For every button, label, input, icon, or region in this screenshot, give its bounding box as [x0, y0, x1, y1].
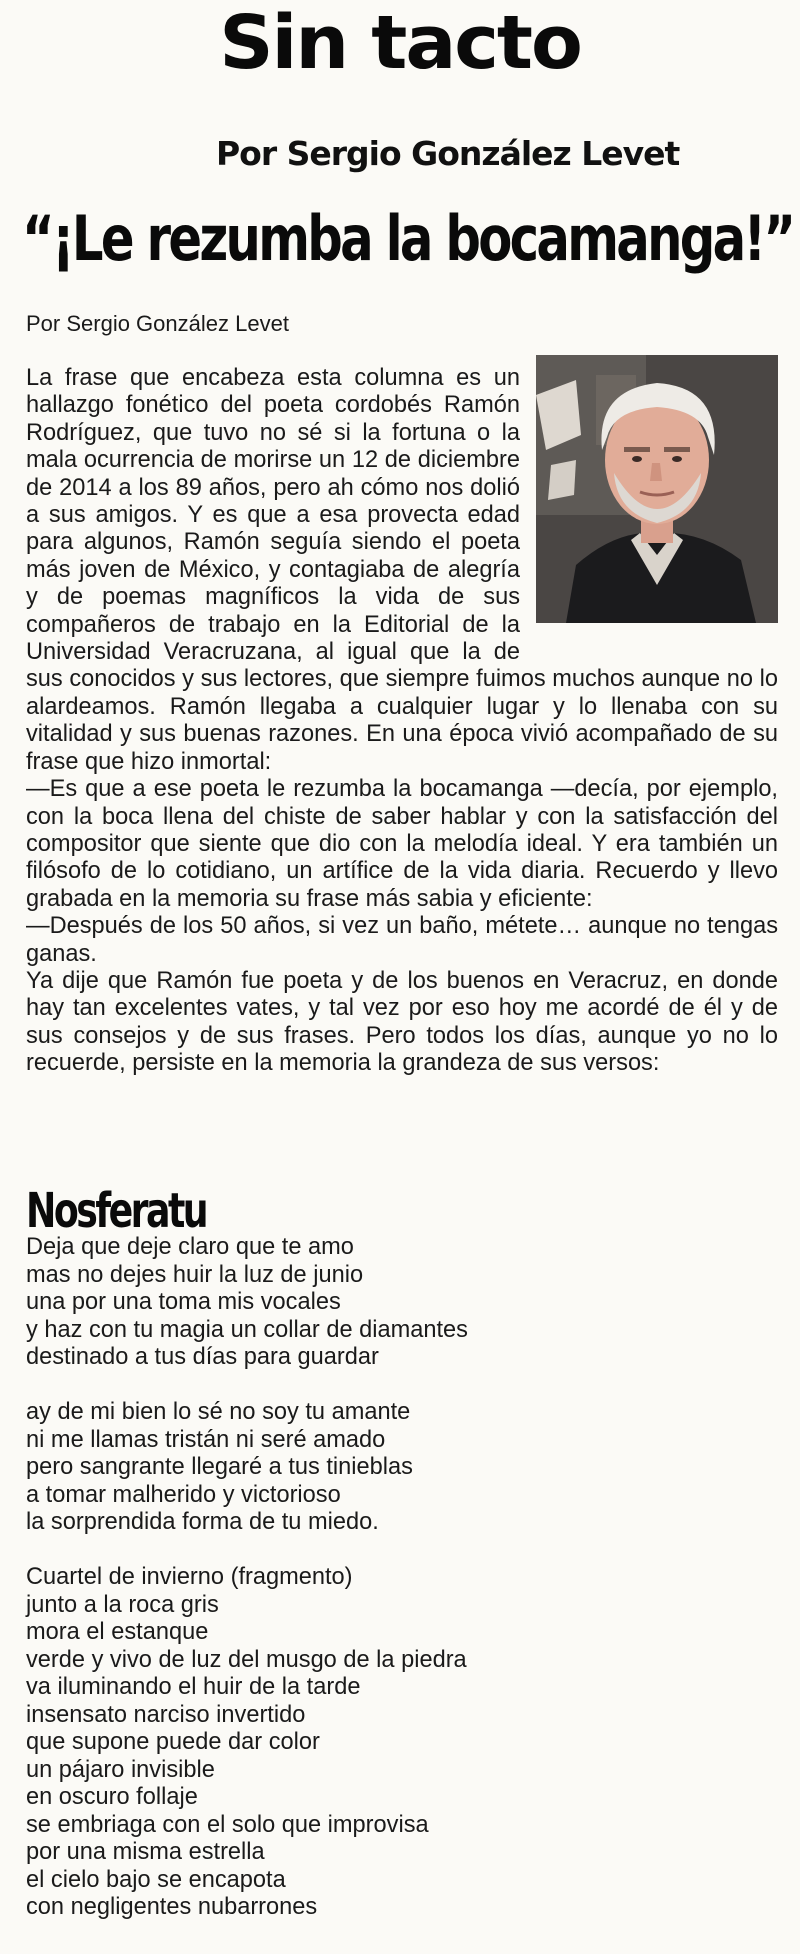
poem-verse: va iluminando el huir de la tarde	[26, 1674, 361, 1700]
poem-verse: en oscuro follaje	[26, 1784, 198, 1810]
poem-stanza	[26, 1564, 468, 1922]
article-headline: “¡Le rezumba la bocamanga!”	[22, 202, 794, 275]
poem-verse: que supone puede dar color	[26, 1729, 320, 1755]
column-title: Sin tacto	[219, 0, 581, 86]
poem-verse: pero sangrante llegaré a tus tinieblas	[26, 1454, 413, 1480]
article-paragraph: Ya dije que Ramón fue poeta y de los buenos en Veracruz, en donde hay tan excelentes vates, y tal vez por eso hoy me acordé de él y de sus consejos y de sus frases. Pero todos los días, aunque yo no lo recuerde, persiste en la memoria la grandeza de sus versos:	[26, 967, 778, 1077]
poem-title: Nosferatu	[26, 1183, 207, 1239]
article-paragraph: —Después de los 50 años, si vez un baño, métete… aunque no tengas ganas.	[26, 913, 778, 967]
article-paragraph: —Es que a ese poeta le rezumba la bocamanga —decía, por ejemplo, con la boca llena del chiste de saber hablar y con la satisfacción del compositor que siente que dio con la melodía ideal. Y era también un filósofo de lo cotidiano, un artífice de la vida diaria. Recuerdo y llevo grabada en la memoria su frase más sabia y eficiente:	[26, 776, 778, 912]
poem-verse: y haz con tu magia un collar de diamantes	[26, 1316, 468, 1343]
poem-verse: por una misma estrella	[26, 1839, 265, 1865]
poem-verse: con negligentes nubarrones	[26, 1894, 318, 1920]
poem-stanza	[26, 1399, 468, 1537]
article-author: Por Sergio González Levet	[26, 311, 289, 336]
article-body	[26, 365, 778, 1078]
poem-verse: ni me llamas tristán ni seré amado	[26, 1426, 386, 1453]
column-byline: Por Sergio González Levet	[216, 134, 680, 173]
poem-verse: destinado a tus días para guardar	[26, 1344, 379, 1370]
poem-stanza	[26, 1234, 468, 1372]
poem-verse: se embriaga con el solo que improvisa	[26, 1811, 429, 1838]
poem-verse: mora el estanque	[26, 1619, 209, 1645]
poem-verse: una por una toma mis vocales	[26, 1289, 341, 1315]
poem-verse: Cuartel de invierno (fragmento)	[26, 1564, 353, 1590]
poem-verse: a tomar malherido y victorioso	[26, 1481, 341, 1508]
poem-verse: mas no dejes huir la luz de junio	[26, 1261, 364, 1288]
poem-verse: la sorprendida forma de tu miedo.	[26, 1509, 379, 1535]
poem-verse: Deja que deje claro que te amo	[26, 1234, 354, 1260]
poem-verse: insensato narciso invertido	[26, 1701, 306, 1728]
poem-verse: junto a la roca gris	[26, 1591, 219, 1618]
poem-verse: el cielo bajo se encapota	[26, 1866, 286, 1893]
poem-verse: verde y vivo de luz del musgo de la piedra	[26, 1646, 467, 1673]
poem	[26, 1234, 468, 1922]
poem-verse: ay de mi bien lo sé no soy tu amante	[26, 1399, 411, 1425]
photo-float-spacer	[520, 365, 778, 665]
article-paragraph: La frase que encabeza esta columna es un hallazgo fonético del poeta cordobés Ramón Rodríguez, que tuvo no sé si la fortuna o la mala ocurrencia de morirse un 12 de diciembre de 2014 a los 89 años, pero ah cómo nos dolió a sus amigos. Y es que a esa provecta edad para algunos, Ramón seguía siendo el poeta más joven de México, y contagiaba de alegría y de poemas magníficos la vida de sus compañeros de trabajo en la Editorial de la Universidad Veracruzana, al igual que la de sus conocidos y sus lectores, que siempre fuimos muchos aunque no lo alardeamos. Ramón llegaba a cualquier lugar y lo llenaba con su vitalidad y sus buenas razones. En una época vivió acompañado de su frase que hizo inmortal:	[26, 365, 778, 775]
poem-verse: un pájaro invisible	[26, 1756, 215, 1783]
